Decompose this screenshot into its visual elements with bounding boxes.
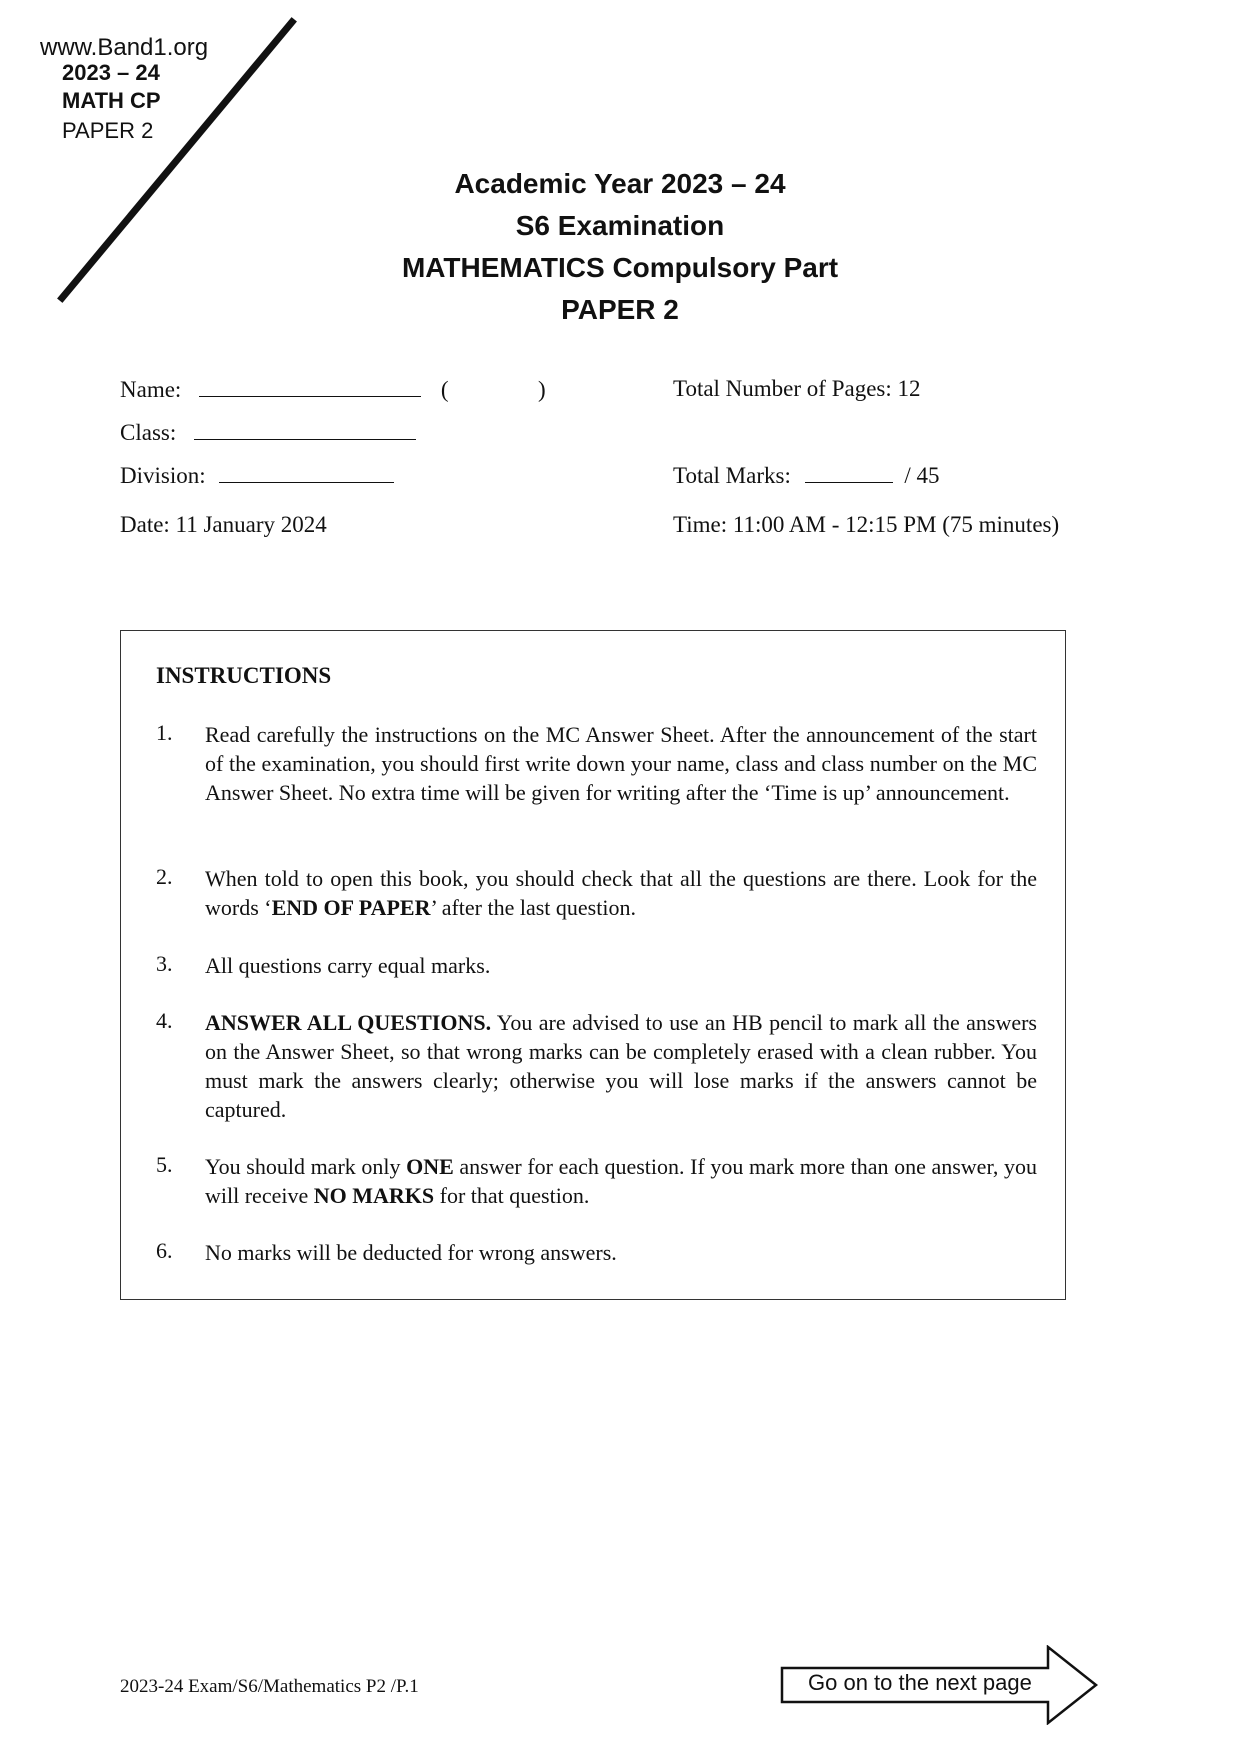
total-marks-label: Total Marks:	[673, 463, 791, 488]
exam-date: Date: 11 January 2024	[120, 512, 327, 537]
corner-subject: MATH CP	[62, 88, 161, 113]
next-page-label: Go on to the next page	[808, 1670, 1032, 1695]
emphasis-end-of-paper: END OF PAPER	[271, 895, 431, 920]
instruction-text: All questions carry equal marks.	[205, 953, 491, 978]
instruction-text: You should mark only ONE answer for each question. If you mark more than one answer, you will receive NO MARKS for that question.	[205, 1154, 1037, 1208]
header-exam: S6 Examination	[515, 210, 725, 241]
class-number-close-paren: )	[537, 377, 546, 402]
emphasis-answer-all: ANSWER ALL QUESTIONS.	[205, 1010, 492, 1035]
total-pages: Total Number of Pages: 12	[673, 376, 921, 401]
instruction-text: No marks will be deducted for wrong answers.	[205, 1240, 617, 1265]
division-blank[interactable]	[219, 462, 394, 483]
instruction-text: Read carefully the instructions on the MC Answer Sheet. After the announcement of the start of the examination, you should first write down your name, class and class number on the MC Answer Sheet. No extra time will be given for writing after the ‘Time is up’ announcement.	[205, 722, 1037, 805]
footer-reference: 2023-24 Exam/S6/Mathematics P2 /P.1	[120, 1676, 419, 1697]
instruction-number: 6.	[156, 1238, 173, 1263]
instructions-title: INSTRUCTIONS	[156, 663, 332, 688]
class-label: Class:	[120, 420, 177, 445]
class-field	[120, 419, 416, 446]
emphasis-no-marks: NO MARKS	[313, 1183, 435, 1208]
division-label: Division:	[120, 463, 206, 488]
instruction-number: 1.	[156, 720, 173, 745]
total-marks-blank[interactable]	[805, 462, 893, 483]
instruction-number: 4.	[156, 1008, 173, 1033]
exam-time: Time: 11:00 AM - 12:15 PM (75 minutes)	[673, 512, 1060, 537]
name-field	[120, 376, 546, 403]
instruction-number: 2.	[156, 864, 173, 889]
watermark-site: www.Band1.org	[40, 34, 209, 61]
name-label: Name:	[120, 377, 182, 402]
instruction-text: ANSWER ALL QUESTIONS. You are advised to use an HB pencil to mark all the answers on the Answer Sheet, so that wrong marks can be completely erased with a clean rubber. You must mark the answers clearly; otherwise you will lose marks if the answers cannot be captured.	[205, 1010, 1037, 1122]
instruction-number: 3.	[156, 951, 173, 976]
instruction-number: 5.	[156, 1152, 173, 1177]
corner-year: 2023 – 24	[62, 60, 160, 85]
total-marks-field	[673, 462, 939, 489]
header-subject: MATHEMATICS Compulsory Part	[401, 252, 839, 283]
corner-paper: PAPER 2	[62, 118, 154, 143]
name-blank[interactable]	[199, 376, 421, 397]
division-field	[120, 462, 394, 489]
header-paper: PAPER 2	[561, 294, 679, 325]
class-number-open-paren: (	[440, 377, 449, 402]
instruction-text: When told to open this book, you should check that all the questions are there. Look for the words ‘END OF PAPER’ after the last question.	[205, 866, 1037, 920]
class-blank[interactable]	[194, 419, 416, 440]
total-marks-max: / 45	[904, 463, 940, 488]
header-academic-year: Academic Year 2023 – 24	[454, 168, 786, 199]
emphasis-one: ONE	[406, 1154, 454, 1179]
